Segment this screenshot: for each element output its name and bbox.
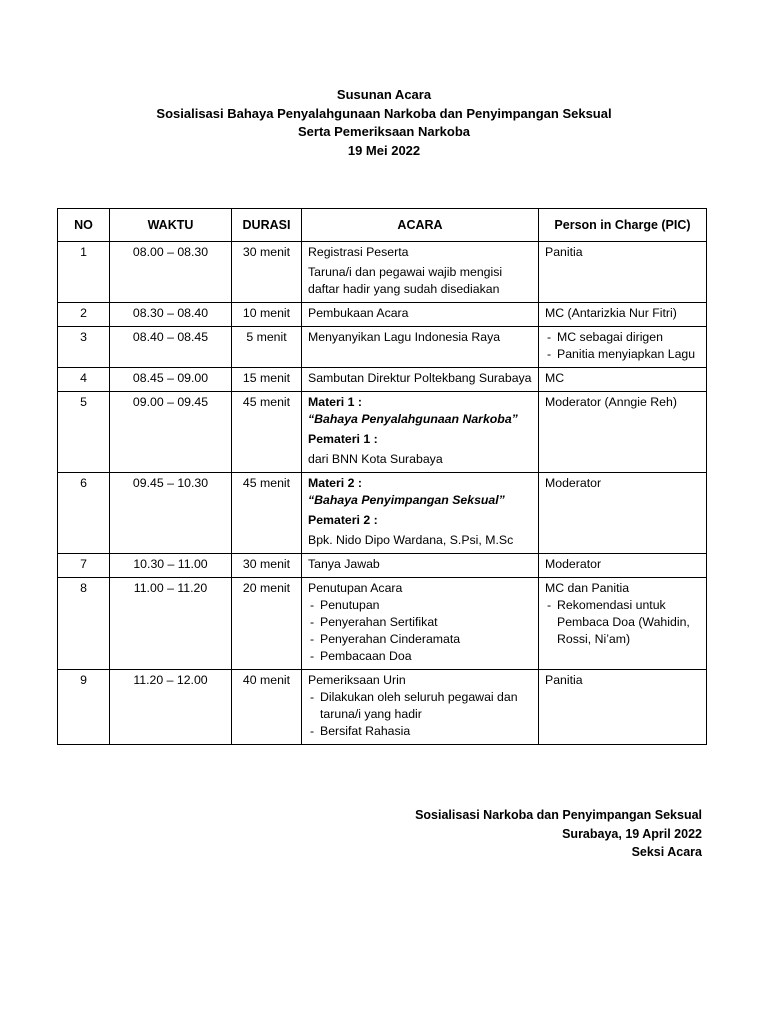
pemateri-name: dari BNN Kota Surabaya (308, 452, 443, 466)
cell-pic: Moderator (539, 554, 707, 578)
table-row (58, 327, 707, 368)
table-header-row (58, 209, 707, 242)
acara-title: Registrasi Peserta (308, 245, 409, 259)
header-subtitle: Sosialisasi Bahaya Penyalahgunaan Narkoba dan Penyimpangan Seksual (156, 105, 612, 121)
acara-note: Taruna/i dan pegawai wajib mengisi daftar hadir yang sudah disediakan (308, 265, 503, 296)
cell-pic: Moderator (539, 473, 707, 554)
cell-no: 5 (58, 392, 110, 473)
cell-acara (302, 473, 539, 554)
cell-durasi: 30 menit (232, 242, 302, 303)
pemateri-label: Pemateri 2 : (308, 513, 378, 527)
materi-label: Materi 1 : (308, 395, 362, 409)
cell-no: 4 (58, 368, 110, 392)
cell-waktu: 08.45 – 09.00 (110, 368, 232, 392)
pic-list (545, 597, 700, 648)
cell-no: 6 (58, 473, 110, 554)
header-date: 19 Mei 2022 (347, 142, 421, 158)
cell-acara: Sambutan Direktur Poltekbang Surabaya (302, 368, 539, 392)
cell-acara: Tanya Jawab (302, 554, 539, 578)
cell-durasi: 45 menit (232, 392, 302, 473)
list-item: - Panitia menyiapkan Lagu (545, 346, 700, 363)
cell-acara: Pembukaan Acara (302, 303, 539, 327)
table-row (58, 554, 707, 578)
cell-waktu: 11.00 – 11.20 (110, 578, 232, 670)
header-subtitle-2: Serta Pemeriksaan Narkoba (298, 124, 470, 139)
cell-waktu: 09.00 – 09.45 (110, 392, 232, 473)
cell-durasi: 20 menit (232, 578, 302, 670)
cell-acara (302, 392, 539, 473)
pic-list (545, 329, 700, 363)
cell-pic: MC (Antarizkia Nur Fitri) (539, 303, 707, 327)
acara-list (308, 689, 532, 740)
cell-no: 1 (58, 242, 110, 303)
cell-durasi: 30 menit (232, 554, 302, 578)
table-row (58, 473, 707, 554)
list-item: - Dilakukan oleh seluruh pegawai dan taruna/i yang hadir (308, 689, 532, 723)
list-item: - Bersifat Rahasia (308, 723, 532, 740)
cell-acara (302, 578, 539, 670)
acara-title: Pemeriksaan Urin (308, 673, 406, 687)
cell-durasi: 5 menit (232, 327, 302, 368)
cell-waktu: 08.40 – 08.45 (110, 327, 232, 368)
cell-no: 7 (58, 554, 110, 578)
cell-no: 9 (58, 670, 110, 745)
cell-pic (539, 327, 707, 368)
list-item: - Penutupan (308, 597, 532, 614)
cell-waktu: 09.45 – 10.30 (110, 473, 232, 554)
table-row (58, 578, 707, 670)
cell-pic: Panitia (539, 670, 707, 745)
pemateri-name: Bpk. Nido Dipo Wardana, S.Psi, M.Sc (308, 533, 514, 547)
cell-acara (302, 242, 539, 303)
list-item: - Penyerahan Sertifikat (308, 614, 532, 631)
cell-waktu: 08.00 – 08.30 (110, 242, 232, 303)
footer-place-date: Surabaya, 19 April 2022 (562, 826, 702, 841)
header-acara: ACARA (302, 209, 539, 242)
list-item: - MC sebagai dirigen (545, 329, 700, 346)
list-item: - Pembacaan Doa (308, 648, 532, 665)
schedule-table (57, 208, 707, 745)
table-row (58, 368, 707, 392)
pic-text: MC dan Panitia (545, 581, 630, 595)
cell-waktu: 11.20 – 12.00 (110, 670, 232, 745)
acara-list (308, 597, 532, 665)
materi-topic: “Bahaya Penyimpangan Seksual” (308, 493, 505, 507)
cell-pic: Panitia (539, 242, 707, 303)
cell-acara (302, 670, 539, 745)
acara-title: Penutupan Acara (308, 581, 403, 595)
footer-event: Sosialisasi Narkoba dan Penyimpangan Seksual (415, 808, 702, 822)
header-no: NO (58, 209, 110, 242)
table-row (58, 392, 707, 473)
cell-durasi: 40 menit (232, 670, 302, 745)
table-row (58, 303, 707, 327)
list-item: - Penyerahan Cinderamata (308, 631, 532, 648)
header-title: Susunan Acara (336, 87, 432, 102)
cell-pic (539, 578, 707, 670)
cell-no: 3 (58, 327, 110, 368)
list-item: - Rekomendasi untuk Pembaca Doa (Wahidin, Rossi, Ni’am) (545, 597, 700, 648)
document-header (0, 86, 768, 160)
cell-waktu: 10.30 – 11.00 (110, 554, 232, 578)
cell-waktu: 08.30 – 08.40 (110, 303, 232, 327)
materi-topic: “Bahaya Penyalahgunaan Narkoba” (308, 412, 518, 426)
cell-no: 8 (58, 578, 110, 670)
pemateri-label: Pemateri 1 : (308, 432, 378, 446)
cell-durasi: 45 menit (232, 473, 302, 554)
header-durasi: DURASI (232, 209, 302, 242)
cell-acara: Menyanyikan Lagu Indonesia Raya (302, 327, 539, 368)
materi-label: Materi 2 : (308, 476, 362, 490)
header-waktu: WAKTU (110, 209, 232, 242)
table-row (58, 242, 707, 303)
cell-durasi: 15 menit (232, 368, 302, 392)
cell-pic: Moderator (Anngie Reh) (539, 392, 707, 473)
cell-durasi: 10 menit (232, 303, 302, 327)
cell-no: 2 (58, 303, 110, 327)
signature-block (415, 806, 702, 862)
header-pic: Person in Charge (PIC) (539, 209, 707, 242)
table-row (58, 670, 707, 745)
cell-pic: MC (539, 368, 707, 392)
footer-signer: Seksi Acara (631, 845, 702, 859)
